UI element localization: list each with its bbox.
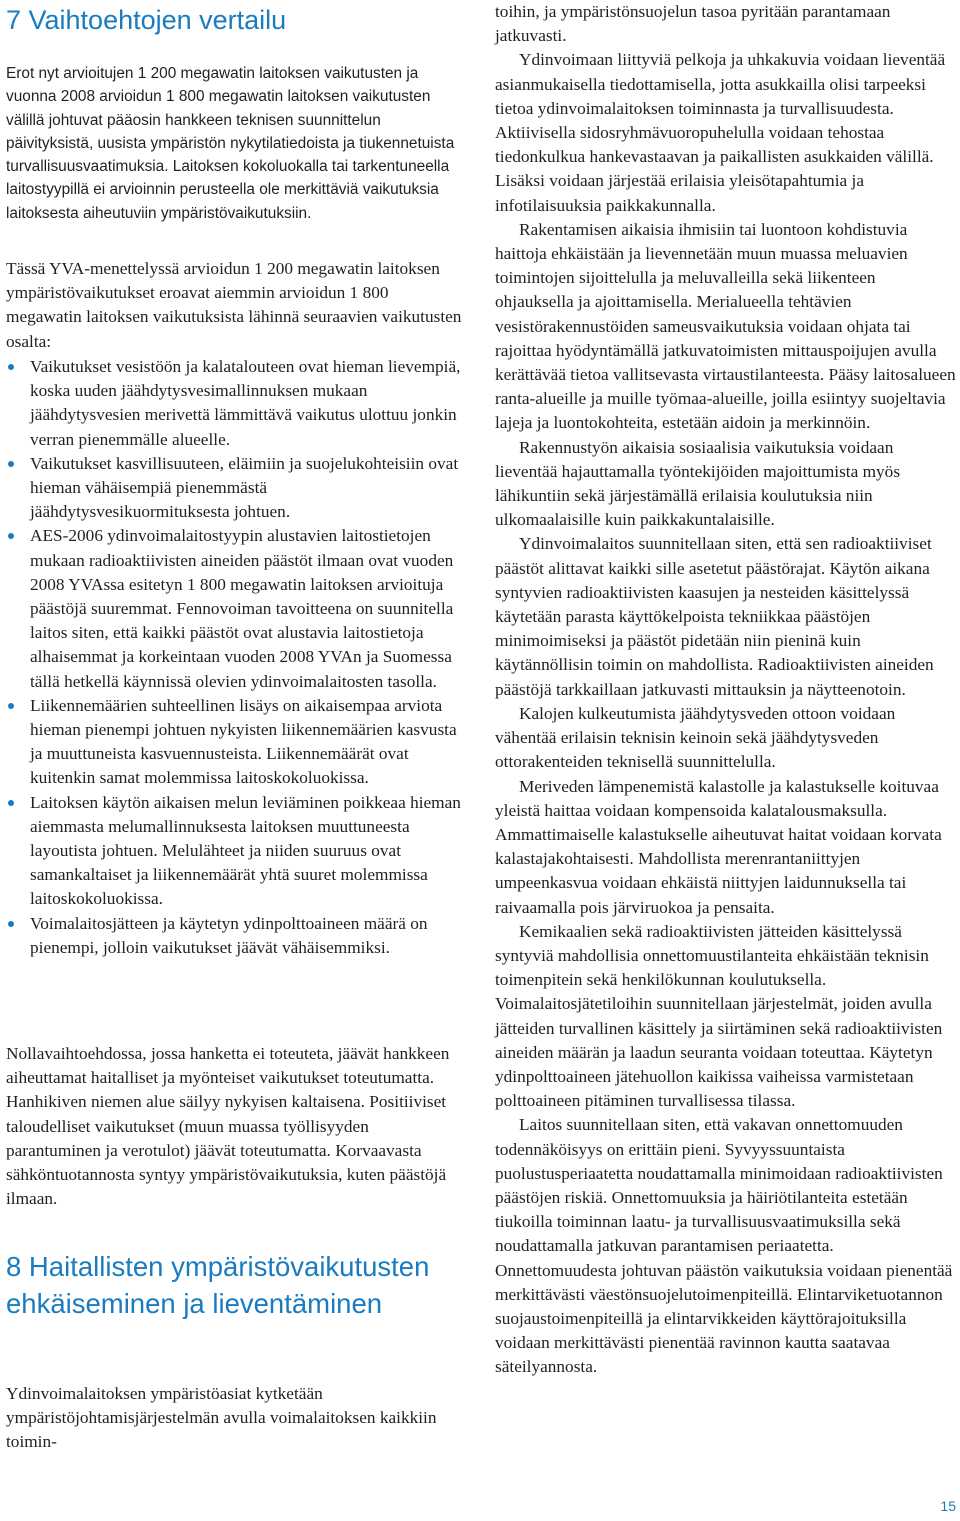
section-7-paragraph-2: Tässä YVA-menettelyssä arvioidun 1 200 megawatin laitoksen ympäristövaikutukset eroavat aiemmin arvioidun 1 800 megawatin laitoksen vaikutuksista lähinnä seuraavien vaikutusten osalta:	[6, 259, 462, 351]
page-number: 15	[940, 1498, 956, 1514]
bullet-icon	[8, 533, 14, 539]
right-paragraph: Kemikaalien sekä radioaktiivisten jätteiden käsittelyssä syntyviä mahdollisia onnettomuustilanteita ehkäistään teknisin toimenpitein sekä henkilökunnan koulutuksella. Voimalaitosjätetiloihin suunnitellaan järjestelmät, joiden avulla jätteiden turvallinen käsittely ja siirtäminen sekä radioaktiivisten aineiden määrän ja laadun seuranta voidaan toteuttaa. Käytetyn ydinpolttoaineen jätehuollon kaikissa vaiheissa varmistetaan polttoaineen pitäminen turvallisessa tilassa.	[495, 921, 943, 1111]
bullet-item	[6, 791, 466, 912]
section-8-heading: 8 Haitallisten ympäristövaikutusten ehkäiseminen ja lieventäminen	[6, 1251, 430, 1319]
comparison-bullet-list	[6, 355, 466, 960]
right-paragraph: Meriveden lämpenemistä kalastolle ja kalastukselle koituvaa yleistä haittaa voidaan kompensoida kalatalousmaksulla. Ammattimaiselle kalastukselle aiheutuvat haitat voidaan korvata kalastajakohtaisesti. Mahdollista merenrantaniittyjen umpeenkasvua voidaan ehkäistä niittyjen laidunnuksella tai raivaamalla pois järviruokoa ja pensaita.	[495, 776, 942, 917]
bullet-item	[6, 355, 466, 452]
right-paragraph: Ydinvoimalaitos suunnitellaan siten, että sen radioaktiiviset päästöt alittavat kaikki sille asetetut päästörajat. Käytön aikana syntyvien radioaktiivisten kaasujen ja nesteiden käsittelyssä käytetään parasta käyttökelpoista tekniikkaa päästöjen minimoimiseksi ja päästöt pidetään niin pieninä kuin käytännöllisin toimin on mahdollista. Radioaktiivisten aineiden päästöjä tarkkaillaan jatkuvasti mittauksin ja näytteenotoin.	[495, 534, 934, 699]
right-column	[495, 0, 957, 1380]
bullet-icon	[8, 921, 14, 927]
section-8-paragraph-1: Ydinvoimalaitoksen ympäristöasiat kytketään ympäristöjohtamisjärjestelmän avulla voimalaitoksen kaikkiin toimin-	[6, 1384, 437, 1452]
section-7-paragraph-3: Nollavaihtoehdossa, jossa hanketta ei toteuteta, jäävät hankkeen aiheuttamat haitalliset ja myönteiset vaikutukset toteutumatta. Hanhikiven niemen alue säilyy nykyisen kaltaisena. Positiiviset taloudelliset vaikutukset (muun muassa työllisyyden parantuminen ja verotulot) jäävät toteutumatta. Korvaavasta sähköntuotannosta syntyy ympäristövaikutuksia, kuten päästöjä ilmaan.	[6, 1044, 450, 1209]
bullet-item	[6, 912, 466, 960]
bullet-item	[6, 452, 466, 525]
bullet-icon	[8, 703, 14, 709]
bullet-icon	[8, 364, 14, 370]
section-7-intro: Erot nyt arvioitujen 1 200 megawatin laitoksen vaikutusten ja vuonna 2008 arvioidun 1 800 megawatin laitoksen vaikutusten välillä johtuvat pääosin hankkeen teknisen suunnittelun päivityksistä, uusista ympäristön nykytilatiedoista ja tiukennetuista turvallisuusvaatimuksia. Laitoksen kokoluokalla tai tarkentuneella laitostyypillä ei arvioinnin perusteella ole merkittäviä vaikutuksia laitoksesta aiheutuviin ympäristövaikutuksiin.	[6, 65, 455, 222]
bullet-text: Laitoksen käytön aikaisen melun leviäminen poikkeaa hieman aiemmasta melumallinnuksesta laitoksen muuttuneesta layoutista johtuen. Melulähteet ja niiden suuruus ovat samankaltaiset ja liikennemäärät yhtä suuret molemmissa laitoskokoluokissa.	[30, 792, 461, 909]
bullet-text: Voimalaitosjätteen ja käytetyn ydinpolttoaineen määrä on pienempi, jolloin vaikutukset jäävät vähäisemmiksi.	[30, 913, 428, 957]
bullet-item	[6, 694, 466, 791]
right-paragraph: Laitos suunnitellaan siten, että vakavan onnettomuuden todennäköisyys on erittäin pieni. Syvyyssuuntaista puolustusperiaatetta noudattamalla minimoidaan radioaktiivisten päästöjen riskiä. Onnettomuuksia ja häiriötilanteita estetään tiukoilla toiminnan laatu- ja turvallisuusvaatimuksilla sekä noudattamalla jatkuvan parantamisen periaatetta. Onnettomuudesta johtuvan päästön vaikutuksia voidaan pienentää merkittävästi väestönsuojelutoimenpiteillä. Elintarviketuotannon suojaustoimenpiteillä ja elintarvikkeiden käyttörajoituksilla voidaan merkittävästi pienentää ravinnon kautta saatavaa säteilyannosta.	[495, 1115, 953, 1377]
right-paragraph: Kalojen kulkeutumista jäähdytysveden ottoon voidaan vähentää erilaisin teknisin keinoin sekä jäähdytysveden ottorakenteiden teknisellä suunnittelulla.	[495, 703, 896, 772]
bullet-icon	[8, 800, 14, 806]
bullet-text: AES-2006 ydinvoimalaitostyypin alustavien laitostietojen mukaan radioaktiivisten aineiden päästöt ilmaan ovat vuoden 2008 YVAssa esitetyn 1 800 megawatin laitoksen arvioituja päästöjä suuremmat. Fennovoiman tavoitteena on suunnitella laitos siten, että kaikki päästöt ovat alustavia laitostietoja alhaisemmat ja korkeintaan vuoden 2008 YVAn ja Suomessa tällä hetkellä käynnissä olevien ydinvoimalaitosten tasolla.	[30, 526, 454, 691]
bullet-text: Vaikutukset kasvillisuuteen, eläimiin ja suojelukohteisiin ovat hieman vähäisempiä pienemmästä jäähdytysvesikuormituksesta johtuen.	[30, 453, 459, 522]
bullet-item	[6, 524, 466, 693]
right-paragraph: Rakennustyön aikaisia sosiaalisia vaikutuksia voidaan lieventää hajauttamalla työntekijöiden majoittumista myös lähikuntiin sekä järjestämällä erilaisia koulutuksia niin ulkomaalaisille kuin paikkakuntalaisille.	[495, 437, 901, 530]
bullet-text: Liikennemäärien suhteellinen lisäys on aikaisempaa arviota hieman pienempi johtuen nykyisten liikennemäärien kasvusta ja muuttuneista kasvuennusteista. Liikennemäärät ovat kuitenkin samat molemmissa laitoskokoluokissa.	[30, 695, 457, 788]
section-7-heading: 7 Vaihtoehtojen vertailu	[6, 5, 287, 35]
right-paragraph: toihin, ja ympäristönsuojelun tasoa pyritään parantamaan jatkuvasti.	[495, 2, 891, 46]
bullet-text: Vaikutukset vesistöön ja kalatalouteen ovat hieman lievempiä, koska uuden jäähdytysvesimallinnuksen mukaan jäähdytysvesien merivettä lämmittävä vaikutus ulottuu jonkin verran pienemmälle alueelle.	[30, 357, 461, 449]
right-paragraph: Rakentamisen aikaisia ihmisiin tai luontoon kohdistuvia haittoja ehkäistään ja lievennetään muun muassa meluavien toimintojen sijoittelulla ja meluvalleilla sekä liikenteen ohjauksella ja ajoittamisella. Merialueella tehtävien vesistörakennustöiden sameusvaikutuksia voidaan ohjata tai rajoittaa hyödyntämällä jatkuvatoimisten mittauspoijujen avulla kerättävää tietoa vallitsevasta virtaustilanteesta. Pääsy laitosalueen ranta-alueille ja muille työmaa-alueille, joilla esiintyy suojeltavia lajeja ja luontokohteita, estetään aidoin ja merkinnöin.	[495, 219, 956, 433]
right-paragraph: Ydinvoimaan liittyviä pelkoja ja uhkakuvia voidaan lieventää asianmukaisella tiedottamisella, jotta asukkailla olisi tarpeeksi tietoa ydinvoimalaitoksen toiminnasta ja turvallisuudesta. Aktiivisella sidosryhmävuoropuhelulla voidaan tehostaa tiedonkulkua hankevastaavan ja paikallisten asukkaiden välillä. Lisäksi voidaan järjestää erilaisia yleisötapahtumia ja infotilaisuuksia paikkakunnalla.	[495, 50, 946, 215]
bullet-icon	[8, 461, 14, 467]
